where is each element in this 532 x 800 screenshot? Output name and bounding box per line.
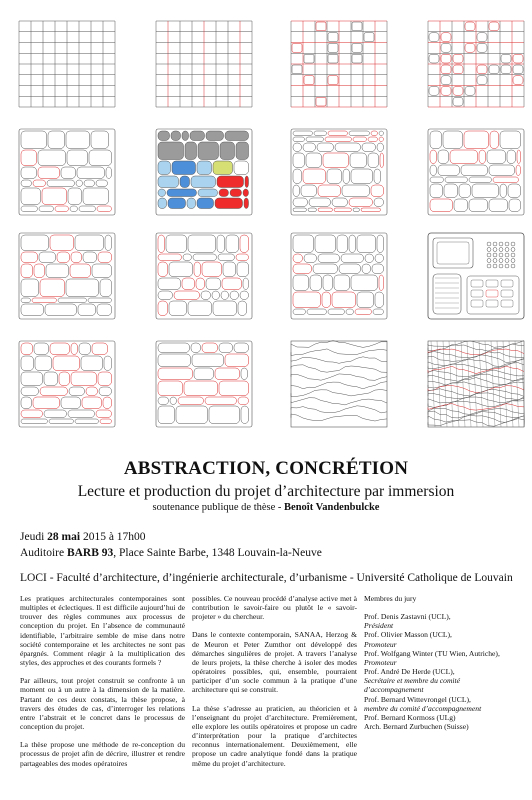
plan-diagram: [155, 340, 253, 428]
jury-title: Membres du jury: [364, 594, 417, 603]
plan-diagram-drawing: [290, 20, 388, 108]
jury-name: Prof. Denis Zastavni (UCL),: [364, 612, 451, 622]
plan-diagram: [290, 128, 388, 216]
plan-diagram: [18, 20, 116, 108]
plan-diagram-drawing: [427, 232, 525, 320]
plan-diagram: [18, 128, 116, 216]
jury-role: Président: [364, 621, 394, 631]
plan-diagram-drawing: [427, 20, 525, 108]
paragraph: Par ailleurs, tout projet construit se confronte à un moment ou à un autre à la dimension de la matière. Partant de ces deux constats, la thèse propose, à travers des études de cas, d’interroger les relations entre l’abstrait et le concret dans le processus de conception du projet.: [20, 676, 185, 732]
date-prefix: Jeudi: [20, 531, 48, 543]
paragraph: Les pratiques architecturales contemporaines sont multiples et éclectiques. Il est difficile aujourd’hui de trouver des règles communes aux processus de conception du projet. En l’absence de communauté identifiable, l’arbitraire semble de mise dans notre société contemporaine et les architectes ne sont pas épargnés. Comment réagir à la multiplication des styles, des approches et des courants formels ?: [20, 594, 185, 668]
jury-name: Prof. Bernard Wittevrongel (UCL),: [364, 694, 471, 704]
jury-role: Promoteur: [364, 639, 397, 649]
venue-address: , Place Sainte Barbe, 1348 Louvain-la-Neuve: [113, 547, 322, 559]
jury-role: Secrétaire et membre du comité d’accompagnement: [364, 676, 461, 695]
plan-diagram-drawing: [18, 20, 116, 108]
plan-diagram-drawing: [155, 232, 253, 320]
defense-author: Benoît Vandenbulcke: [284, 502, 380, 513]
paragraph: Dans le contexte contemporain, SANAA, Herzog & de Meuron et Peter Zumthor ont développé des démarches singulières de projet. A travers l’analyse de leurs projets, la thèse cherche à isoler des modes opératoires possibles, qui, ensemble, pourraient participer d’un socle commun à la pratique d’une architecture qui se construit.: [192, 630, 357, 695]
venue-prefix: Auditoire: [20, 547, 67, 559]
date-day: 28 mai: [47, 531, 81, 543]
plan-diagram: [155, 20, 253, 108]
paragraph: La thèse propose une méthode de re-conception du processus de projet afin de décrire, illustrer et rendre partageables des modes opératoires: [20, 740, 185, 768]
jury-name: Prof. Olivier Masson (UCL),: [364, 630, 452, 640]
plan-diagram: [427, 340, 525, 428]
jury-role: membre du comité d’accompagnement: [364, 703, 482, 713]
jury-name: Prof. Wolfgang Winter (TU Wien, Autriche),: [364, 648, 500, 658]
plan-diagram: [290, 232, 388, 320]
plan-diagram-drawing: [290, 340, 388, 428]
plan-diagram-drawing: [290, 128, 388, 216]
plan-diagram: [18, 232, 116, 320]
column-2: [192, 594, 357, 777]
plan-diagram-drawing: [18, 340, 116, 428]
defense-prefix: soutenance publique de thèse -: [152, 502, 285, 513]
plan-diagram-drawing: [427, 340, 525, 428]
plan-diagram-drawing: [18, 232, 116, 320]
date-time: 2015 à 17h00: [80, 531, 146, 543]
plan-diagram: [290, 340, 388, 428]
paragraph: La thèse s’adresse au praticien, au théoricien et à l’enseignant du projet d’architecture. Premièrement, elle explore les outils opératoires et propose un cadre d’interprétation pour la pratique d’architectes reconnus internationalement. Deuxièmement, elle propose un cadre analytique fondé dans la pratique même du projet d’architecture.: [192, 703, 357, 768]
plan-diagram: [290, 20, 388, 108]
jury-name: Prof. André De Herde (UCL),: [364, 667, 455, 677]
plan-diagram-drawing: [290, 232, 388, 320]
plan-diagram: [155, 128, 253, 216]
plan-diagram-drawing: [155, 20, 253, 108]
jury-column: [364, 594, 514, 731]
plan-diagram-drawing: [18, 128, 116, 216]
plan-diagram: [427, 128, 525, 216]
date-line: [20, 531, 146, 543]
plan-diagram: [155, 232, 253, 320]
column-1: [20, 594, 185, 777]
jury-role: Promoteur: [364, 657, 397, 667]
jury-list: [364, 612, 514, 731]
defense-line: [0, 502, 532, 513]
poster-subtitle: Lecture et production du projet d’architecture par immersion: [77, 483, 455, 500]
plan-diagram: [18, 340, 116, 428]
plan-diagram: [427, 232, 525, 320]
lab-line: LOCI - Faculté d’architecture, d’ingénierie architecturale, d’urbanisme - Université Catholique de Louvain: [20, 572, 513, 584]
plan-diagram-drawing: [155, 128, 253, 216]
venue-line: [20, 547, 322, 559]
poster-title: ABSTRACTION, CONCRÉTION: [123, 458, 409, 479]
paragraph: possibles. Ce nouveau procédé d’analyse active met à contribution le savoir-faire ou plutôt le « savoir-projeter » du chercheur.: [192, 594, 357, 622]
plan-diagram-drawing: [155, 340, 253, 428]
jury-name: Arch. Bernard Zurbuchen (Suisse): [364, 722, 469, 732]
jury-name: Prof. Bernard Kormoss (ULg): [364, 712, 456, 722]
venue-room: BARB 93: [66, 547, 114, 559]
plan-diagram: [427, 20, 525, 108]
plan-diagram-drawing: [427, 128, 525, 216]
